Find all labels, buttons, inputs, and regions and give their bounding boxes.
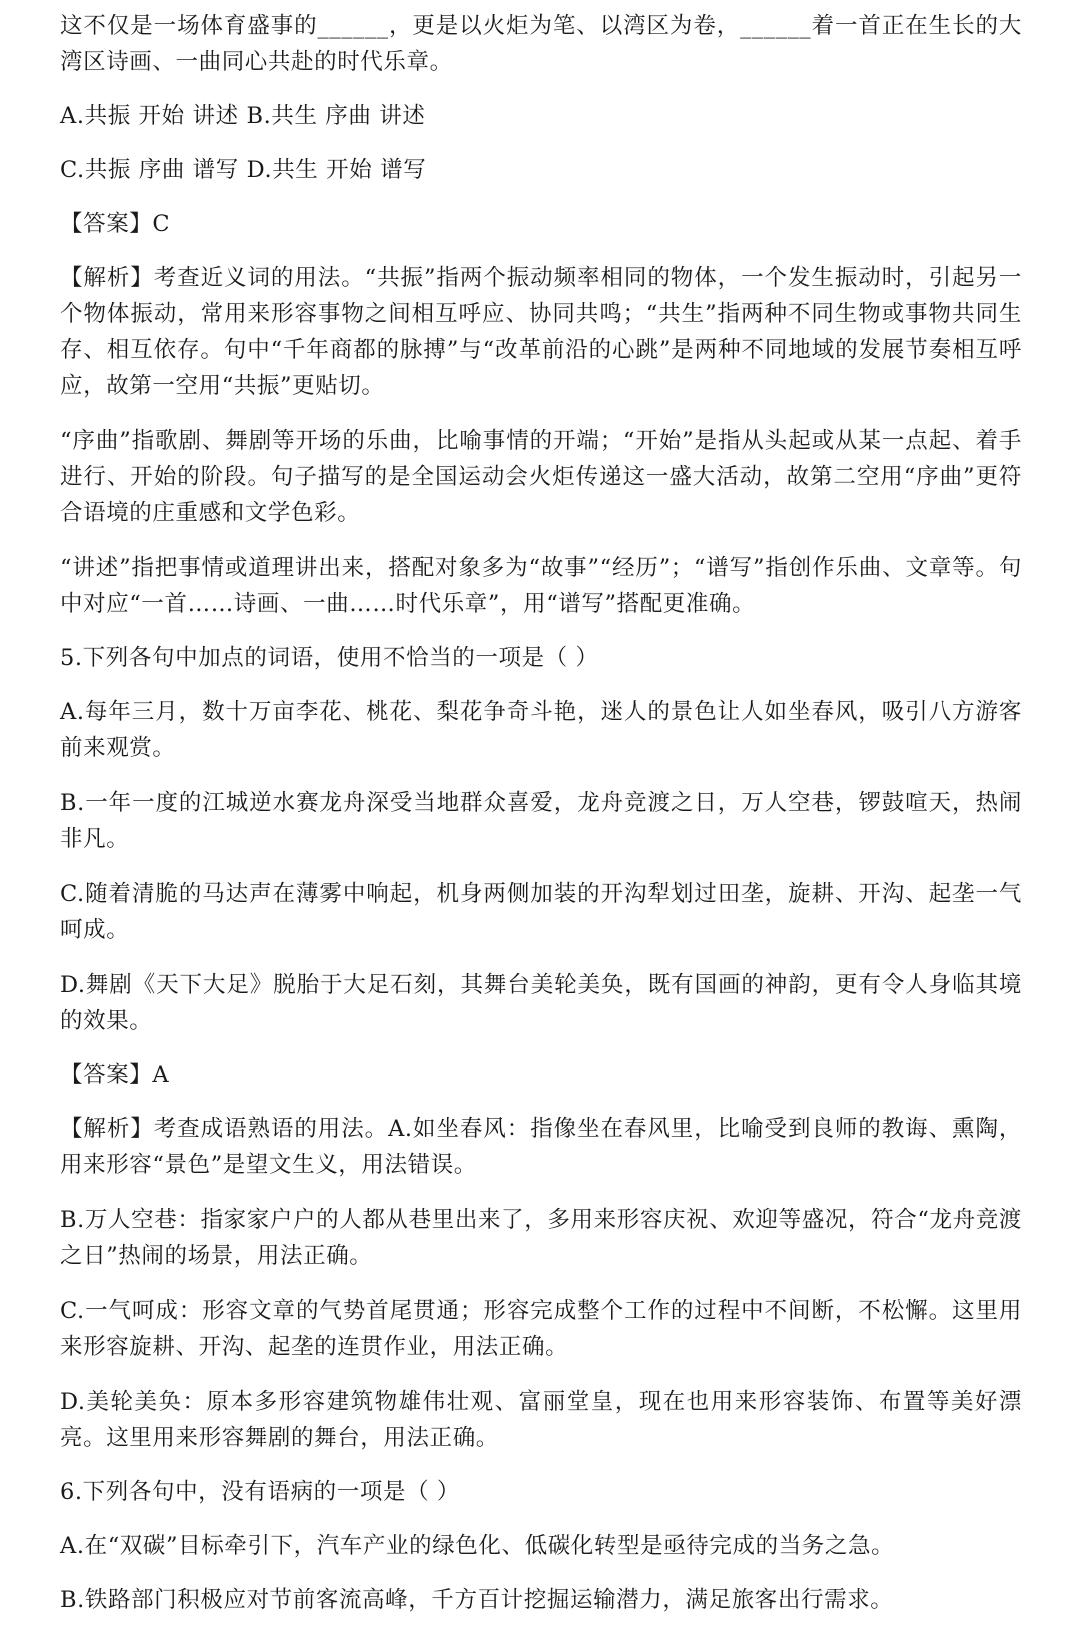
question-5-option-b: B.一年一度的江城逆水赛龙舟深受当地群众喜爱，龙舟竞渡之日，万人空巷，锣鼓喧天，热闹非凡。 [60,790,1022,852]
question-5-analysis-d: D.美轮美奂：原本多形容建筑物雄伟壮观、富丽堂皇，现在也用来形容装饰、布置等美好漂亮。这里用来形容舞剧的舞台，用法正确。 [60,1389,1022,1451]
question-5-analysis-b: B.万人空巷：指家家户户的人都从巷里出来了，多用来形容庆祝、欢迎等盛况，符合“龙舟竞渡之日”热闹的场景，用法正确。 [60,1207,1022,1269]
question-5-analysis-a: 【解析】考查成语熟语的用法。A.如坐春风：指像坐在春风里，比喻受到良师的教诲、熏陶，用来形容“景色”是望文生义，用法错误。 [60,1116,1022,1178]
question-5-option-a: A.每年三月，数十万亩李花、桃花、梨花争奇斗艳，迷人的景色让人如坐春风，吸引八方游客前来观赏。 [60,699,1022,761]
question-4-options-cd: C.共振 序曲 谱写 D.共生 开始 谱写 [60,157,427,183]
question-5-option-c: C.随着清脆的马达声在薄雾中响起，机身两侧加装的开沟犁划过田垄，旋耕、开沟、起垄一气呵成。 [60,881,1022,943]
question-4-stem-continued: 这不仅是一场体育盛事的______，更是以火炬为笔、以湾区为卷，______着一首正在生长的大湾区诗画、一曲同心共赴的时代乐章。 [60,13,1022,75]
question-5-answer: 【答案】A [60,1062,170,1088]
question-5-option-d: D.舞剧《天下大足》脱胎于大足石刻，其舞台美轮美奂，既有国画的神韵，更有令人身临其境的效果。 [60,972,1022,1034]
question-4-analysis-2: “序曲”指歌剧、舞剧等开场的乐曲，比喻事情的开端；“开始”是指从头起或从某一点起、着手进行、开始的阶段。句子描写的是全国运动会火炬传递这一盛大活动，故第二空用“序曲”更符合语境的庄重感和文学色彩。 [60,428,1022,526]
question-4-options-ab: A.共振 开始 讲述 B.共生 序曲 讲述 [60,103,426,129]
question-5-analysis-c: C.一气呵成：形容文章的气势首尾贯通；形容完成整个工作的过程中不间断，不松懈。这里用来形容旋耕、开沟、起垄的连贯作业，用法正确。 [60,1298,1022,1360]
question-6-stem: 6.下列各句中，没有语病的一项是（ ） [60,1479,461,1505]
question-4-analysis-3: “讲述”指把事情或道理讲出来，搭配对象多为“故事”“经历”；“谱写”指创作乐曲、文章等。句中对应“一首……诗画、一曲……时代乐章”，用“谱写”搭配更准确。 [60,555,1022,617]
question-4-answer: 【答案】C [60,211,171,237]
question-6-option-b: B.铁路部门积极应对节前客流高峰，千方百计挖掘运输潜力，满足旅客出行需求。 [60,1587,894,1613]
question-5-stem: 5.下列各句中加点的词语，使用不恰当的一项是（ ） [60,645,599,671]
question-6-option-a: A.在“双碳”目标牵引下，汽车产业的绿色化、低碳化转型是亟待完成的当务之急。 [60,1533,895,1559]
question-4-analysis-1: 【解析】考查近义词的用法。“共振”指两个振动频率相同的物体，一个发生振动时，引起另一个物体振动，常用来形容事物之间相互呼应、协同共鸣；“共生”指两种不同生物或事物共同生存、相互依存。句中“千年商都的脉搏”与“改革前沿的心跳”是两种不同地域的发展节奏相互呼应，故第一空用“共振”更贴切。 [60,265,1022,399]
